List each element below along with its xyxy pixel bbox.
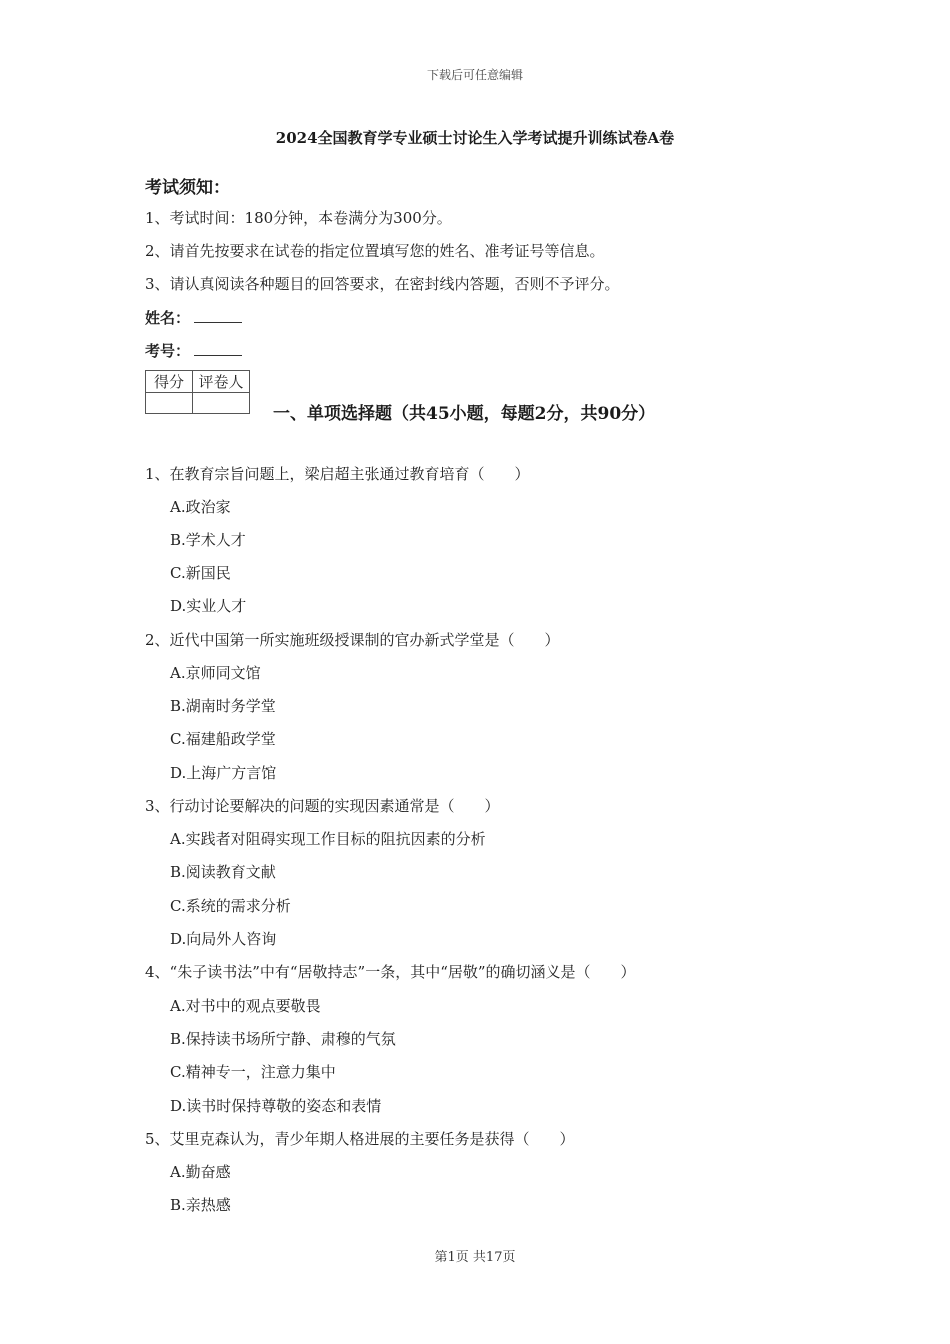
instruction-item: 3、请认真阅读各种题目的回答要求，在密封线内答题，否则不予评分。	[145, 275, 620, 293]
option: B.学术人才	[170, 531, 246, 549]
document-title: 2024全国教育学专业硕士讨论生入学考试提升训练试卷A卷	[275, 129, 675, 147]
instruction-item: 2、请首先按要求在试卷的指定位置填写您的姓名、准考证号等信息。	[145, 242, 605, 260]
option: A.京师同文馆	[170, 664, 261, 682]
grader-cell[interactable]	[193, 393, 250, 414]
option: C.新国民	[170, 564, 231, 582]
instructions-heading: 考试须知：	[145, 178, 230, 198]
exam-id-blank[interactable]	[194, 341, 242, 356]
option: A.实践者对阻碍实现工作目标的阻抗因素的分析	[170, 830, 486, 848]
option: C.福建船政学堂	[170, 730, 276, 748]
option: D.上海广方言馆	[170, 764, 277, 782]
question-stem: 4、“朱子读书法”中有“居敬持志”一条，其中“居敬”的确切涵义是（ ）	[145, 963, 636, 981]
exam-id-field	[145, 340, 242, 361]
page-footer: 第1页 共17页	[434, 1250, 516, 1265]
option: A.勤奋感	[170, 1163, 231, 1181]
score-header: 得分	[146, 371, 193, 393]
option: D.读书时保持尊敬的姿态和表情	[170, 1097, 382, 1115]
header-note: 下载后可任意编辑	[426, 68, 523, 82]
score-table	[145, 370, 250, 414]
option: C.精神专一，注意力集中	[170, 1063, 336, 1081]
option: B.保持读书场所宁静、肃穆的气氛	[170, 1030, 396, 1048]
question-stem: 3、行动讨论要解决的问题的实现因素通常是（ ）	[145, 797, 500, 815]
option: D.实业人才	[170, 597, 247, 615]
grader-header: 评卷人	[193, 371, 250, 393]
option: B.阅读教育文献	[170, 863, 276, 881]
question-stem: 1、在教育宗旨问题上，梁启超主张通过教育培育（ ）	[145, 465, 530, 483]
part-title: 一、单项选择题（共45小题，每题2分，共90分）	[273, 404, 656, 424]
name-field	[145, 307, 242, 328]
option: A.对书中的观点要敬畏	[170, 997, 321, 1015]
question-stem: 5、艾里克森认为，青少年期人格进展的主要任务是获得（ ）	[145, 1130, 575, 1148]
option: B.亲热感	[170, 1196, 231, 1214]
name-blank[interactable]	[194, 308, 242, 323]
name-label: 姓名：	[145, 309, 191, 327]
option: C.系统的需求分析	[170, 897, 291, 915]
question-stem: 2、近代中国第一所实施班级授课制的官办新式学堂是（ ）	[145, 631, 560, 649]
instruction-item: 1、考试时间：180分钟，本卷满分为300分。	[145, 209, 452, 227]
score-cell[interactable]	[146, 393, 193, 414]
option: A.政治家	[170, 498, 231, 516]
option: D.向局外人咨询	[170, 930, 277, 948]
option: B.湖南时务学堂	[170, 697, 276, 715]
exam-id-label: 考号：	[145, 342, 191, 360]
